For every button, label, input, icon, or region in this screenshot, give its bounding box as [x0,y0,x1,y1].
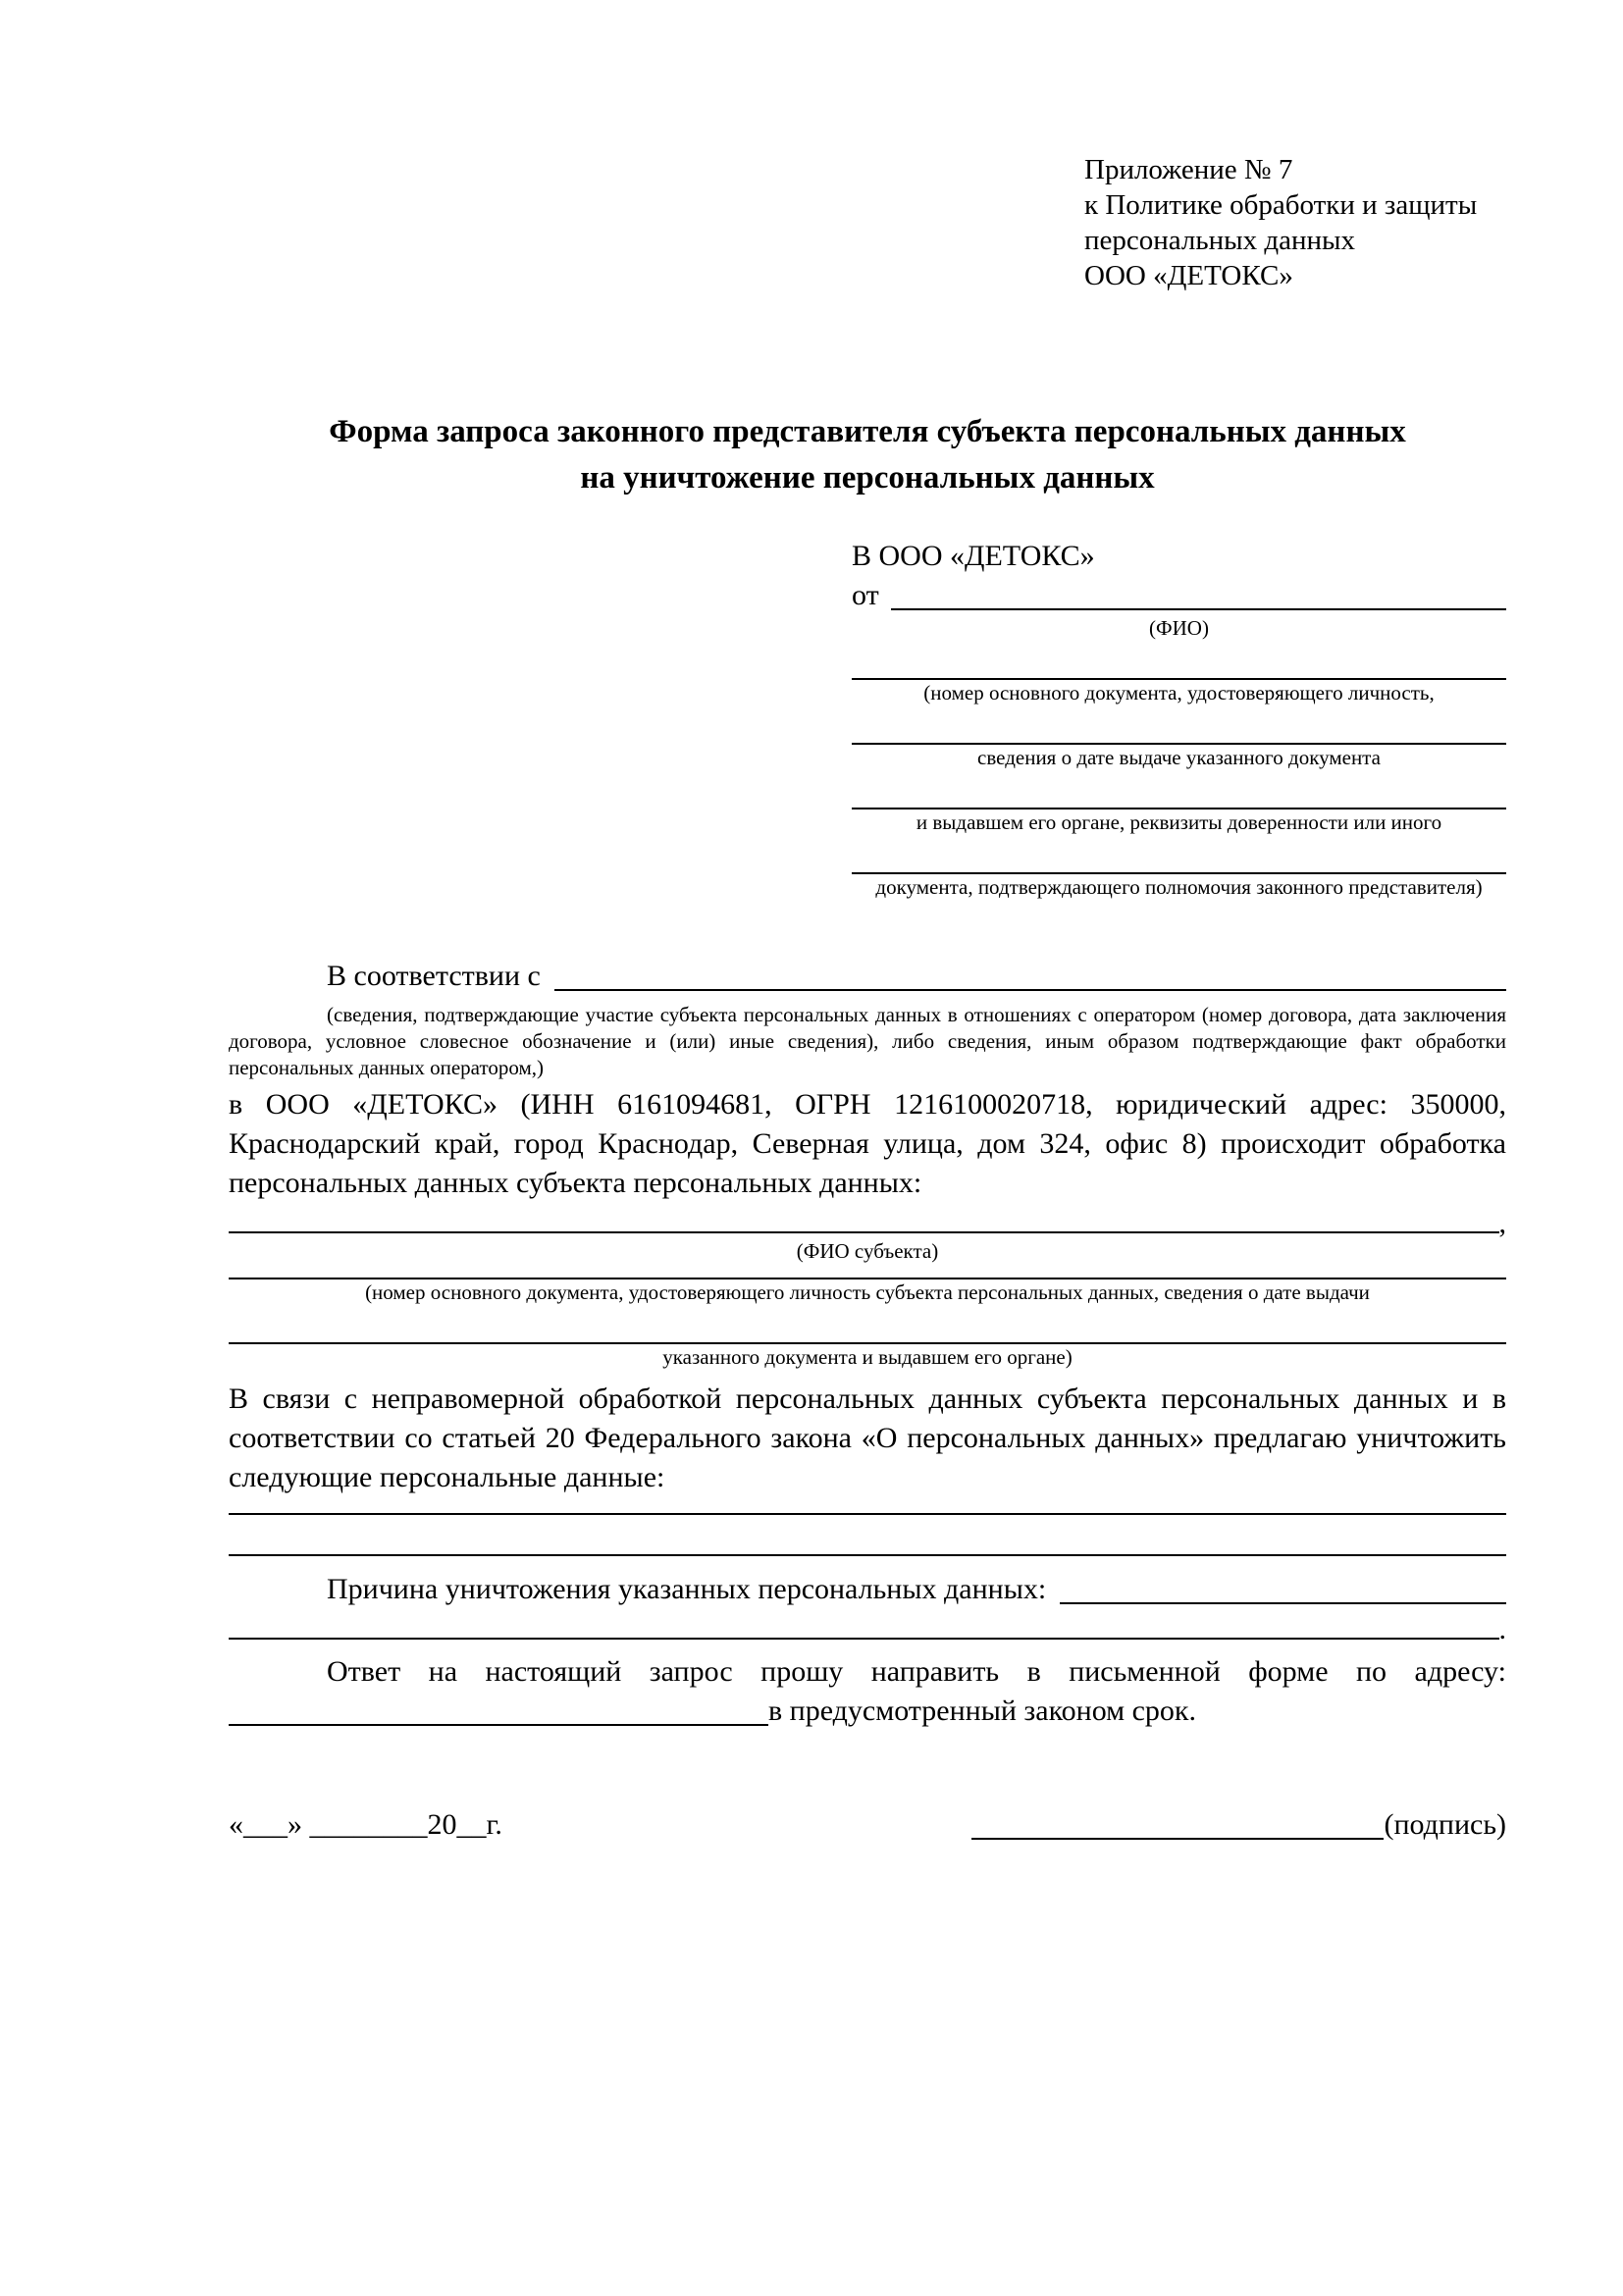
trailing-period: . [1498,1613,1506,1645]
according-label: В соответствии с [327,960,541,992]
from-label: от [852,579,879,611]
reason-continuation-field [229,1609,1506,1644]
representative-doc-field [852,719,1506,770]
subject-fio-caption: (ФИО субъекта) [796,1239,939,1263]
reason-blank-line [229,1638,1499,1640]
according-field [229,957,1506,996]
data-to-destroy-blank-line [229,1515,1506,1556]
signature-field [971,1805,1506,1845]
representative-doc-field [852,654,1506,705]
field-caption: документа, подтверждающего полномочия законного представителя) [875,875,1483,899]
subject-doc-blank-line [229,1264,1506,1279]
appendix-line: к Политике обработки и защиты [1084,189,1478,221]
address-blank-line [229,1724,768,1726]
reply-tail-text: в предусмотренный законом срок. [768,1695,1196,1727]
appendix-line: Приложение № 7 [1084,154,1293,185]
data-to-destroy-blank-line [229,1501,1506,1515]
fio-caption: (ФИО) [1149,616,1209,640]
appendix-block [1084,152,1506,293]
according-blank-line [554,989,1506,991]
reason-field [229,1570,1506,1609]
blank-line [852,654,1506,680]
page-title-line: Форма запроса законного представителя субъекта персональных данных [329,414,1406,449]
from-field [852,576,1506,615]
date-line: «___» ________20__г. [229,1808,502,1841]
field-caption: сведения о дате выдаче указанного документа [977,746,1381,769]
representative-doc-field [852,784,1506,835]
reason-label: Причина уничтожения указанных персональных данных: [327,1573,1047,1605]
appendix-line: ООО «ДЕТОКС» [1084,260,1293,291]
field-caption: (номер основного документа, удостоверяющего личность, [923,681,1435,704]
addressee-block [852,537,1506,900]
according-footnote: (сведения, подтверждающие участие субъекта персональных данных в отношениях с оператором (номер договора, дата заключения договора, условное словесное обозначение и (или) иные сведения), либо сведения, иным образом подтверждающие факт обработки персональных данных оператором,) [229,1003,1506,1079]
trailing-comma: , [1498,1207,1506,1239]
subject-doc-caption: (номер основного документа, удостоверяющего личность субъекта персональных данных, сведения о дате выдачи [365,1280,1370,1304]
blank-line [852,719,1506,745]
blank-line [852,784,1506,809]
representative-doc-field [852,849,1506,900]
page-title-line: на уничтожение персональных данных [580,460,1155,496]
subject-fio-field [229,1203,1506,1238]
blank-line [852,849,1506,874]
from-blank-line [891,608,1506,610]
page-title [229,409,1506,501]
reason-blank-line [1060,1602,1506,1604]
signature-blank-line [971,1838,1384,1840]
reply-sentence: Ответ на настоящий запрос прошу направить в письменной форме по адресу: [327,1655,1506,1688]
field-caption: и выдавшем его органе, реквизиты доверенности или иного [916,810,1442,834]
operator-paragraph: в ООО «ДЕТОКС» (ИНН 6161094681, ОГРН 1216100020718, юридический адрес: 350000, Краснодарский край, город Краснодар, Северная улица, дом 324, офис 8) происходит обработка персональных данных субъекта персональных данных: [229,1088,1506,1199]
demand-paragraph: В связи с неправомерной обработкой персональных данных субъекта персональных данных и в соответствии со статьей 20 Федерального закона «О персональных данных» предлагаю уничтожить следующие персональные данные: [229,1383,1506,1493]
reply-address-field [229,1692,1506,1731]
subject-doc-caption: указанного документа и выдавшем его органе) [662,1345,1073,1369]
appendix-line: персональных данных [1084,225,1356,256]
signature-caption: (подпись) [1384,1808,1506,1841]
subject-doc-blank-line [229,1319,1506,1344]
signature-footer [229,1805,1506,1845]
subject-fio-blank-line [229,1231,1499,1233]
addressee-company: В ООО «ДЕТОКС» [852,540,1095,572]
